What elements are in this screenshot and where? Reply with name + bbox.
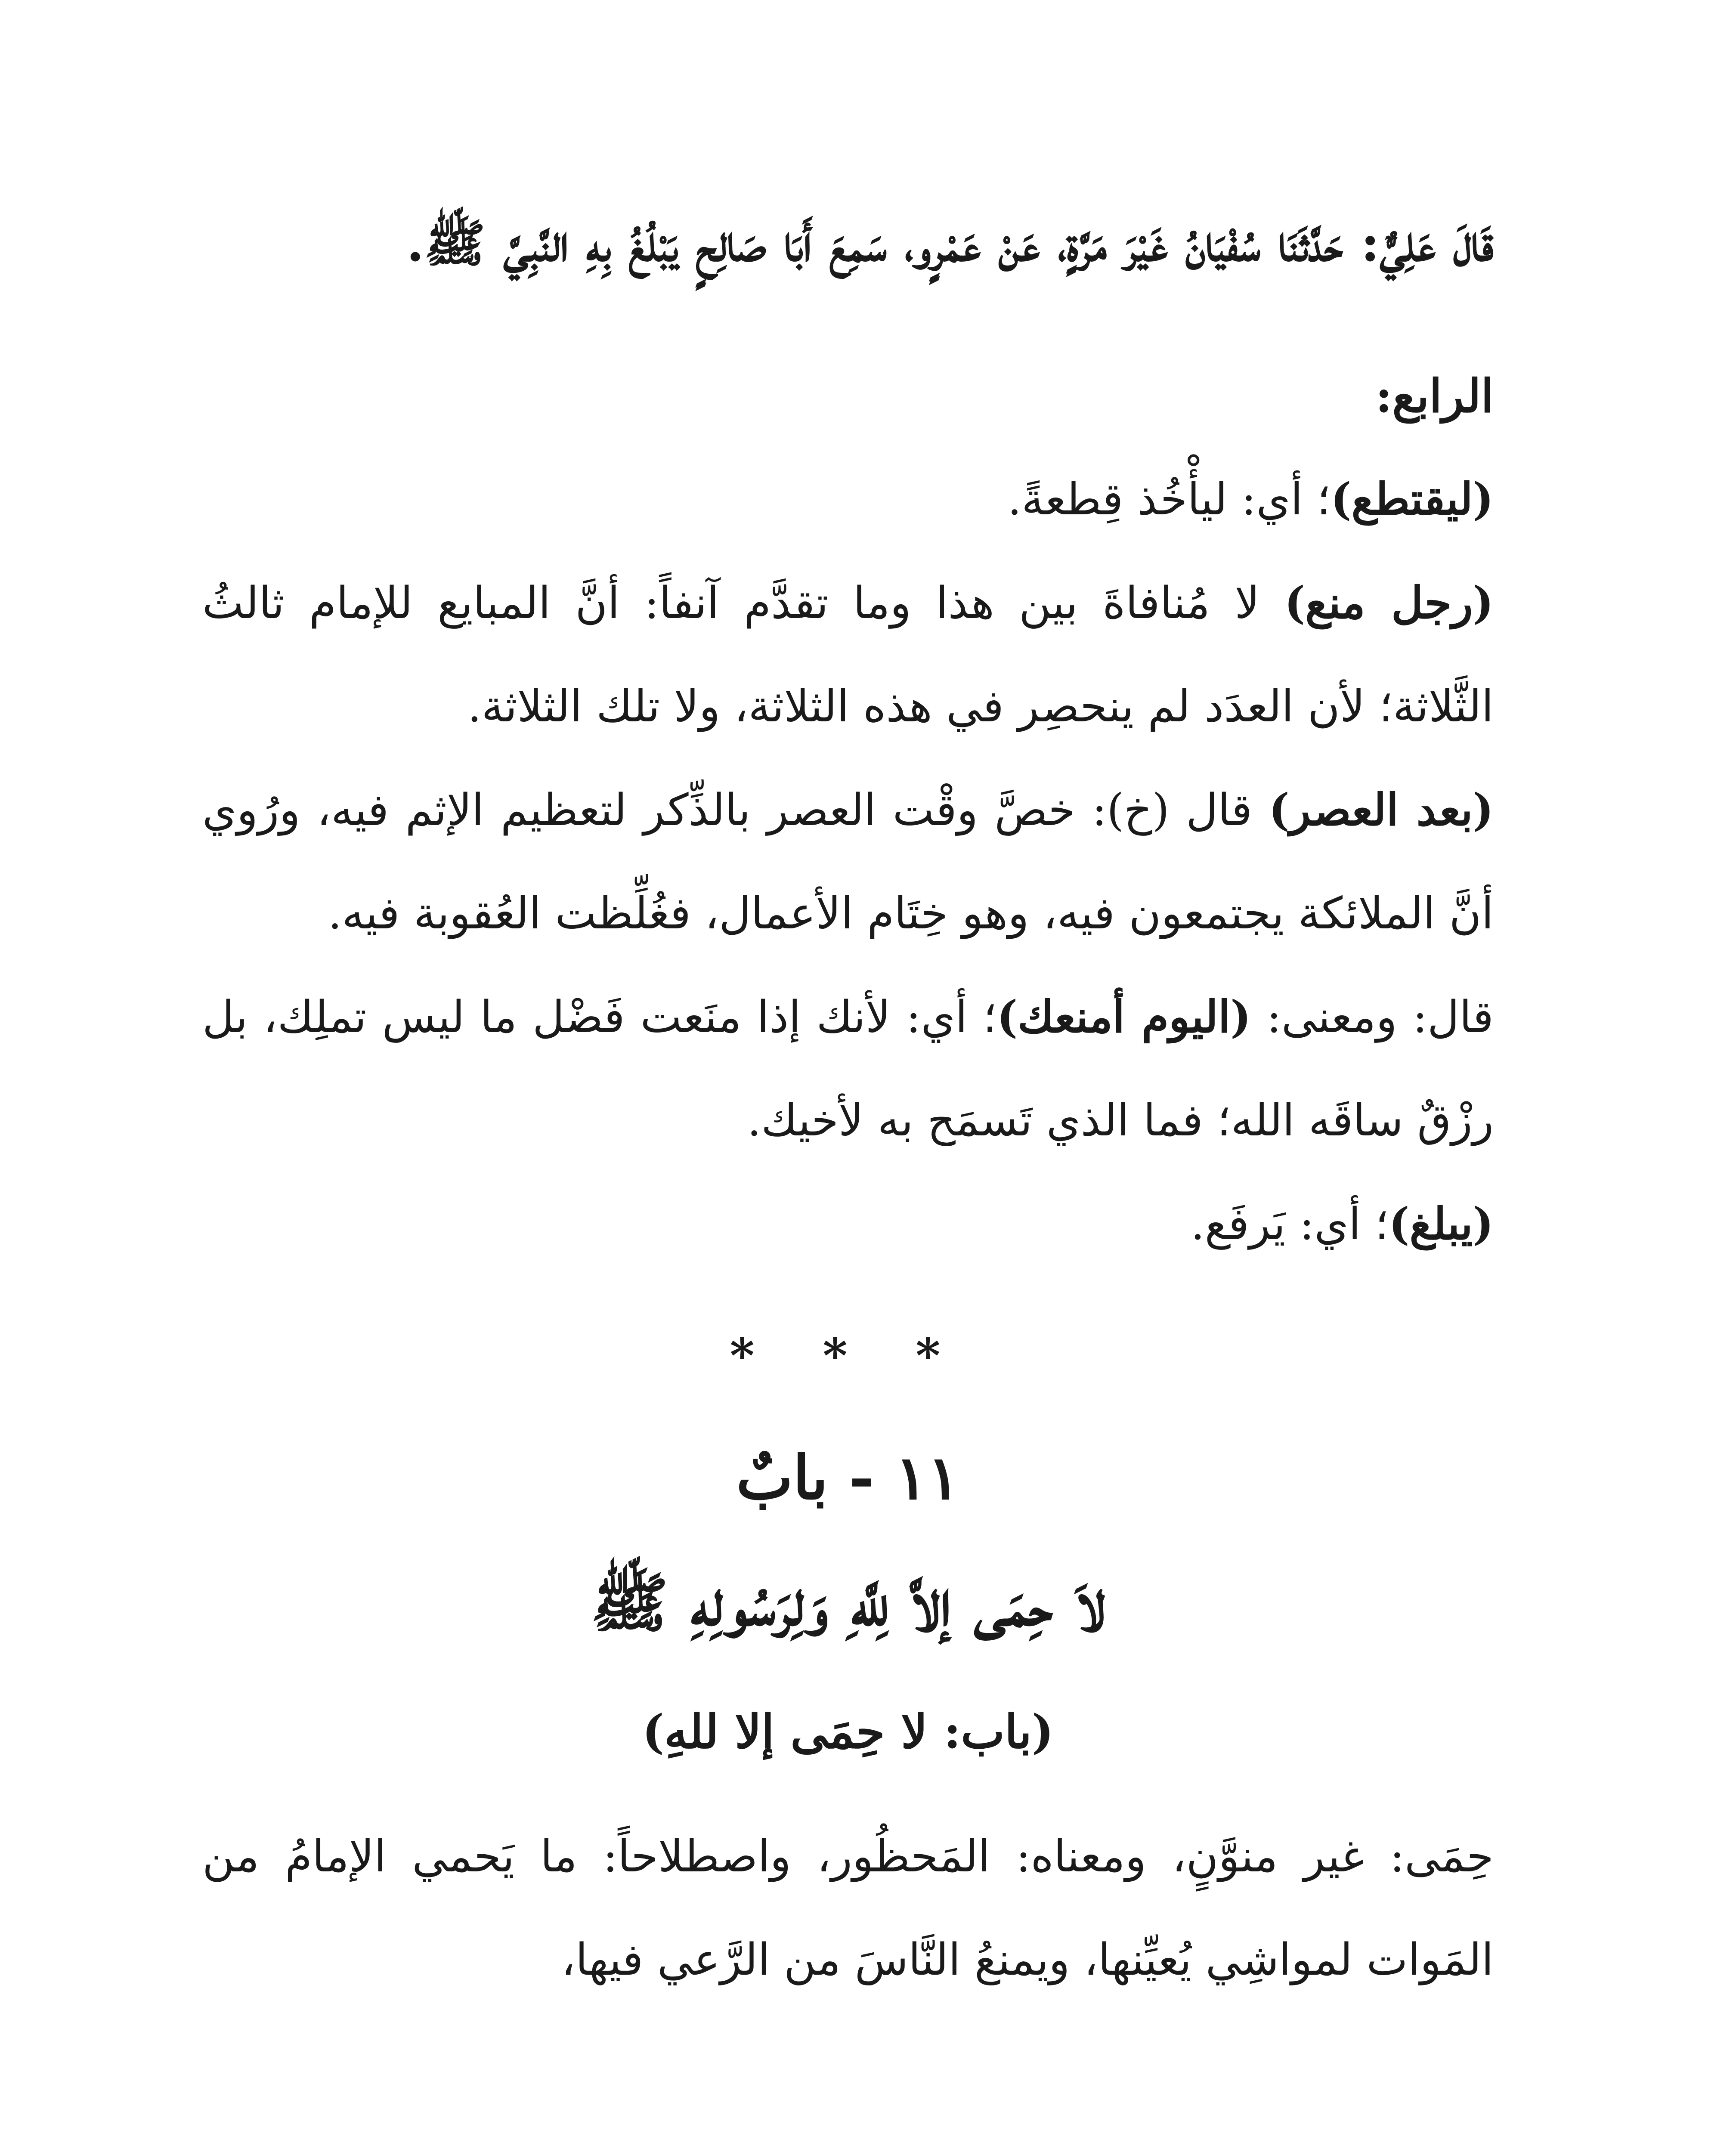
commentary-text: ؛ أي: يَرفَع. xyxy=(1191,1199,1389,1250)
commentary-item xyxy=(202,448,1494,551)
hadith-text: قَالَ عَلِيٌّ: حَدَّثَنَا سُفْيَانُ غَيْرَ مَرَّةٍ، عَنْ عَمْرٍو، سَمِعَ أَبَا صَالِحٍ يَبْلُغُ بِهِ النَّبِيَّ ﷺ. xyxy=(406,213,1494,273)
section-separator: * * * xyxy=(730,1328,966,1383)
chapter-title: لاَ حِمَى إلاَّ لِلَّهِ وَلِرَسُولِهِ ﷺ xyxy=(590,1565,1106,1641)
commentary-text: ؛ أي: ليأْخُذ قِطعةً. xyxy=(1007,474,1331,525)
commentary-term: (ليقتطع) xyxy=(1331,473,1494,525)
chapter-subtitle: (باب: لا حِمَى إلا للهِ) xyxy=(642,1705,1054,1759)
commentary-item xyxy=(202,758,1494,965)
commentary-prefix: قال: ومعنى: xyxy=(1251,992,1494,1043)
commentary-text: لا مُنافاةَ بين هذا وما تقدَّم آنفاً: أنَّ المبايع للإمام ثالثُ الثَّلاثة؛ لأن العدَد لم ينحصِر في هذه الثلاثة، ولا تلك الثلاثة. xyxy=(202,578,1494,732)
commentary-item xyxy=(202,965,1494,1172)
commentary-term: (بعد العصر) xyxy=(1269,784,1494,836)
chapter-body: حِمَى: غير منوَّنٍ، ومعناه: المَحظُور، واصطلاحاً: ما يَحمي الإمامُ من المَوات لمواشِي يُعيِّنها، ويمنعُ النَّاسَ من الرَّعي فيها، xyxy=(202,1831,1494,1985)
commentary-item xyxy=(202,1172,1494,1276)
chapter-number: ١١ - بابٌ xyxy=(736,1443,960,1513)
commentary-term: (اليوم أمنعك) xyxy=(996,991,1251,1043)
commentary-term: (يبلغ) xyxy=(1389,1198,1494,1250)
commentary-item xyxy=(202,551,1494,758)
commentary-heading: الرابع: xyxy=(1375,369,1494,423)
commentary-text: ؛ أي: لأنك إذا منَعت فَضْل ما ليس تملِك، بل رزْقٌ ساقَه الله؛ فما الذي تَسمَح به لأخيك. xyxy=(202,992,1494,1146)
commentary-term: (رجل منع) xyxy=(1284,577,1494,629)
spacer xyxy=(202,306,1494,344)
commentary-text: قال (خ): خصَّ وقْت العصر بالذِّكر لتعظيم الإثم فيه، ورُوي أنَّ الملائكة يجتمعون فيه، وهو خِتَام الأعمال، فغُلِّظت العُقوبة فيه. xyxy=(202,785,1494,939)
book-page xyxy=(202,181,1494,2152)
